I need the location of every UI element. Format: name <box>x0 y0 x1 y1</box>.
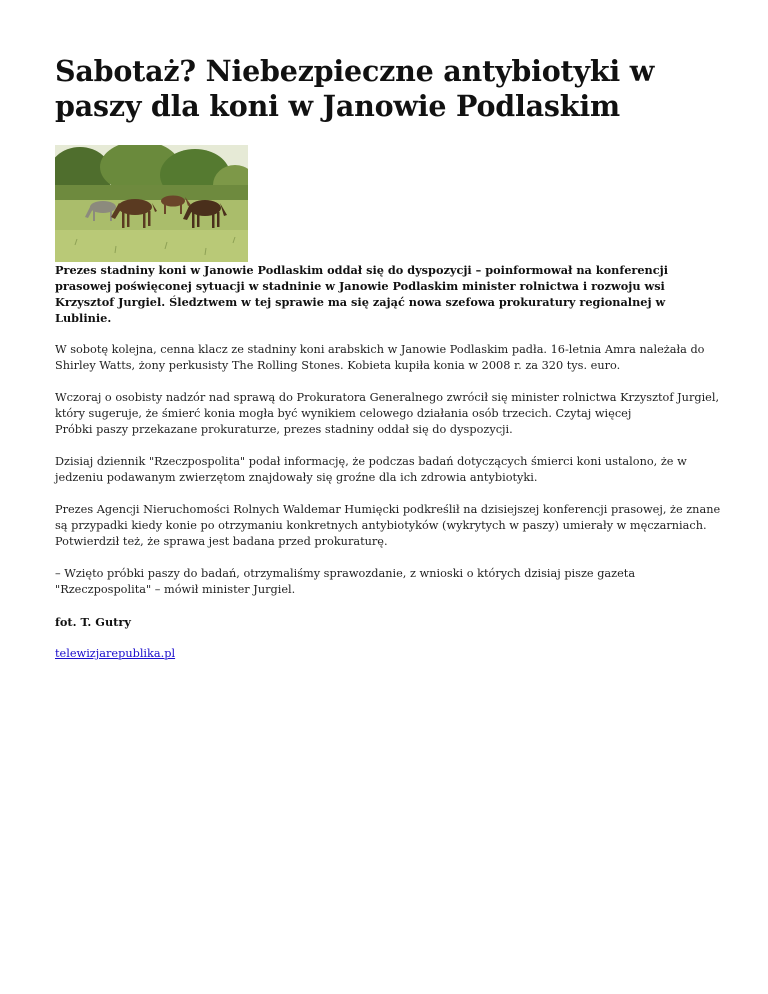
paragraph-line: Wczoraj o osobisty nadzór nad sprawą do Prokuratora Generalnego zwrócił się minister rolnictwa Krzysztof Jurgiel, który sugeruje, że śmierć konia mogła być wynikiem celowego działania osób trzecich. Czytaj więcej <box>55 391 720 420</box>
paragraph: Dzisiaj dziennik "Rzeczpospolita" podał informację, że podczas badań dotyczących śmierci koni ustalono, że w jedzeniu podawanym zwierzętom znajdowały się groźne dla ich zdrowia antybiotyki. <box>55 455 687 484</box>
paragraph <box>55 390 725 438</box>
paragraph: W sobotę kolejna, cenna klacz ze stadniny koni arabskich w Janowie Podlaskim padła. 16-letnia Amra należała do Shirley Watts, żony perkusisty The Rolling Stones. Kobieta kupiła konia w 2008 r. za 320 tys. euro. <box>55 343 705 372</box>
article-lead: Prezes stadniny koni w Janowie Podlaskim oddał się do dyspozycji – poinformował na konferencji prasowej poświęconej sytuacji w stadninie w Janowie Podlaskim minister rolnictwa i rozwoju wsi Krzysztof Jurgiel. Śledztwem w tej sprawie ma się zająć nowa szefowa prokuratury regionalnej w Lublinie. <box>55 263 669 325</box>
horses-photo <box>55 145 248 262</box>
paragraph-line: Próbki paszy przekazane prokuraturze, prezes stadniny oddał się do dyspozycji. <box>55 423 513 436</box>
article-title: Sabotaż? Niebezpieczne antybiotyki w paszy dla koni w Janowie Podlaskim <box>55 54 655 123</box>
paragraph: Prezes Agencji Nieruchomości Rolnych Waldemar Humięcki podkreślił na dzisiejszej konferencji prasowej, że znane są przypadki kiedy konie po otrzymaniu konkretnych antybiotyków (wykrytych w paszy) umierały w męczarniach. Potwierdził też, że sprawa jest badana przed prokuraturę. <box>55 503 721 548</box>
paragraph: – Wzięto próbki paszy do badań, otrzymaliśmy sprawozdanie, z wnioski o których dzisiaj pisze gazeta "Rzeczpospolita" – mówił minister Jurgiel. <box>55 567 636 596</box>
photo-credit: fot. T. Gutry <box>55 615 131 629</box>
source-link[interactable]: telewizjarepublika.pl <box>55 647 176 660</box>
article-photo <box>55 145 248 262</box>
source <box>55 646 725 662</box>
article <box>55 0 725 662</box>
